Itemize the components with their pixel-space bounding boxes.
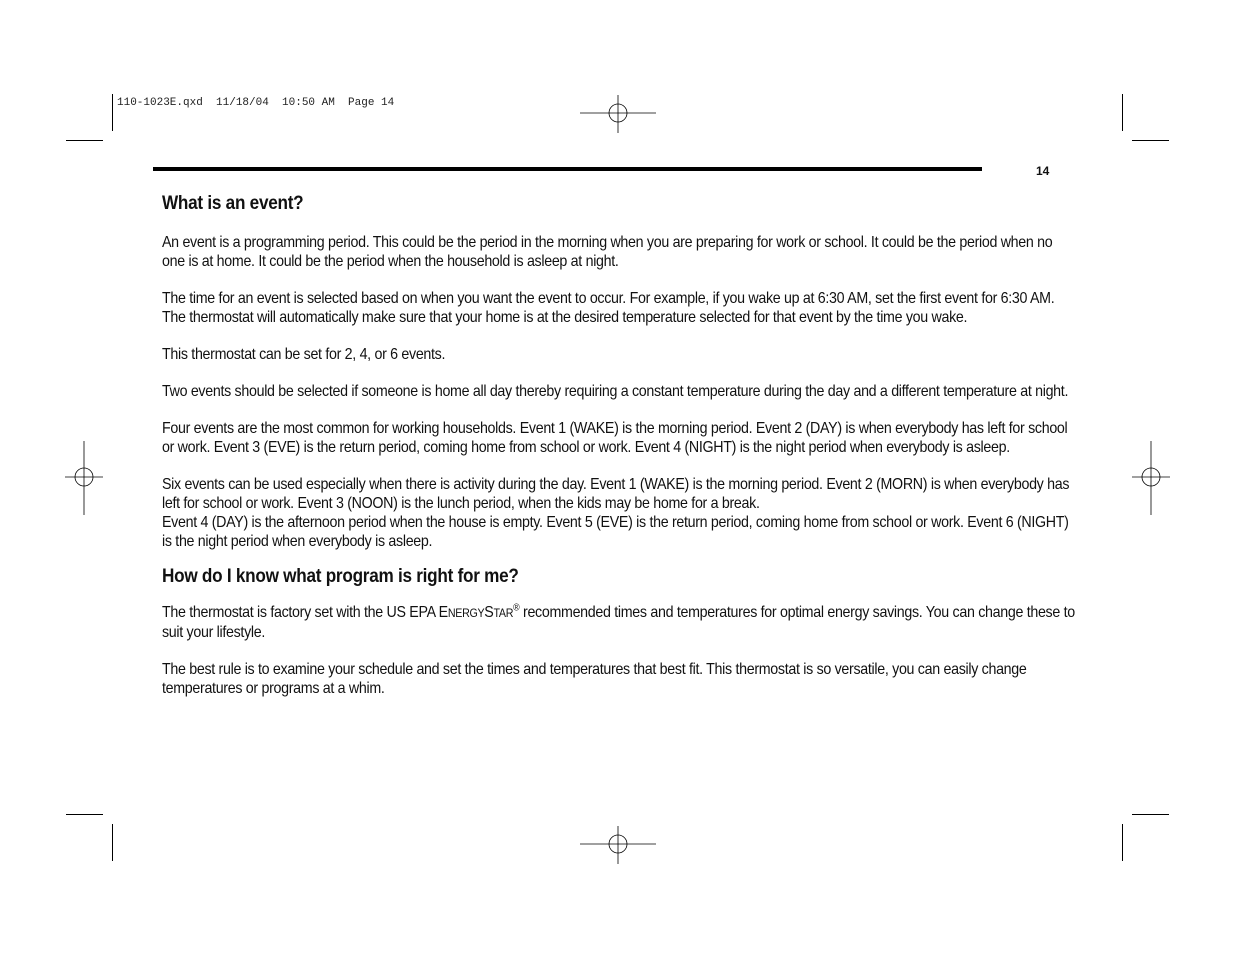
crop-mark — [66, 814, 103, 815]
registration-mark-icon — [578, 94, 658, 134]
page-number: 14 — [1036, 164, 1050, 178]
paragraph-text: recommended times and temperatures for optimal energy savings. You can change these to suit your lifestyle. — [162, 604, 1075, 641]
paragraph: The time for an event is selected based on when you want the event to occur. For example, if you wake up at 6:30 AM, set the first event for 6:30 AM. The thermostat will automatically make sure that your home is at the desired temperature selected for that event by the time you wake. — [162, 290, 1055, 326]
paragraph: Four events are the most common for working households. Event 1 (WAKE) is the morning period. Event 2 (DAY) is when everybody has left for school or work. Event 3 (EVE) is the return period, coming home from school or work. Event 4 (NIGHT) is the night period when everybody is asleep. — [162, 420, 1068, 456]
paragraph-text: The thermostat is factory set with the US EPA — [162, 604, 439, 621]
section-heading: What is an event? — [162, 192, 304, 214]
section-heading: How do I know what program is right for me? — [162, 565, 519, 587]
registration-mark-icon — [578, 825, 658, 865]
brand-name: S — [484, 604, 494, 621]
header-rule — [153, 167, 982, 171]
crop-mark — [112, 94, 113, 131]
paragraph: The best rule is to examine your schedule and set the times and temperatures that best fit. This thermostat is so versatile, you can easily change temperatures or programs at a whim. — [162, 661, 1027, 697]
paragraph-text: Six events can be used especially when there is activity during the day. Event 1 (WAKE) is the morning period. Event 2 (MORN) is when everybody has left for school or work. Event 3 (NOON) is the lunch period, when the kids may be home for a break. — [162, 476, 1070, 512]
registration-mark-icon — [1131, 440, 1171, 516]
registration-mark-icon — [64, 440, 104, 516]
crop-mark — [1122, 824, 1123, 861]
print-slug: 110-1023E.qxd 11/18/04 10:50 AM Page 14 — [117, 97, 395, 109]
crop-mark — [1132, 140, 1169, 141]
paragraph: An event is a programming period. This could be the period in the morning when you are preparing for work or school. It could be the period when no one is at home. It could be the period when the household is asleep at night. — [162, 234, 1053, 270]
paragraph-text: Event 4 (DAY) is the afternoon period when the house is empty. Event 5 (EVE) is the return period, coming home from school or work. Event 6 (NIGHT) is the night period when everybody is asleep. — [162, 514, 1069, 550]
brand-name: E — [438, 604, 448, 621]
registered-mark: ® — [513, 602, 520, 614]
paragraph — [162, 603, 1077, 642]
brand-name: NERGY — [447, 606, 485, 620]
crop-mark — [1122, 94, 1123, 131]
crop-mark — [112, 824, 113, 861]
crop-mark — [66, 140, 103, 141]
page-content — [162, 192, 1077, 716]
crop-mark — [1132, 814, 1169, 815]
paragraph — [162, 475, 1077, 551]
paragraph: This thermostat can be set for 2, 4, or 6 events. — [162, 346, 446, 363]
paragraph: Two events should be selected if someone is home all day thereby requiring a constant temperature during the day and a different temperature at night. — [162, 383, 1069, 400]
brand-name: TAR — [493, 606, 514, 620]
